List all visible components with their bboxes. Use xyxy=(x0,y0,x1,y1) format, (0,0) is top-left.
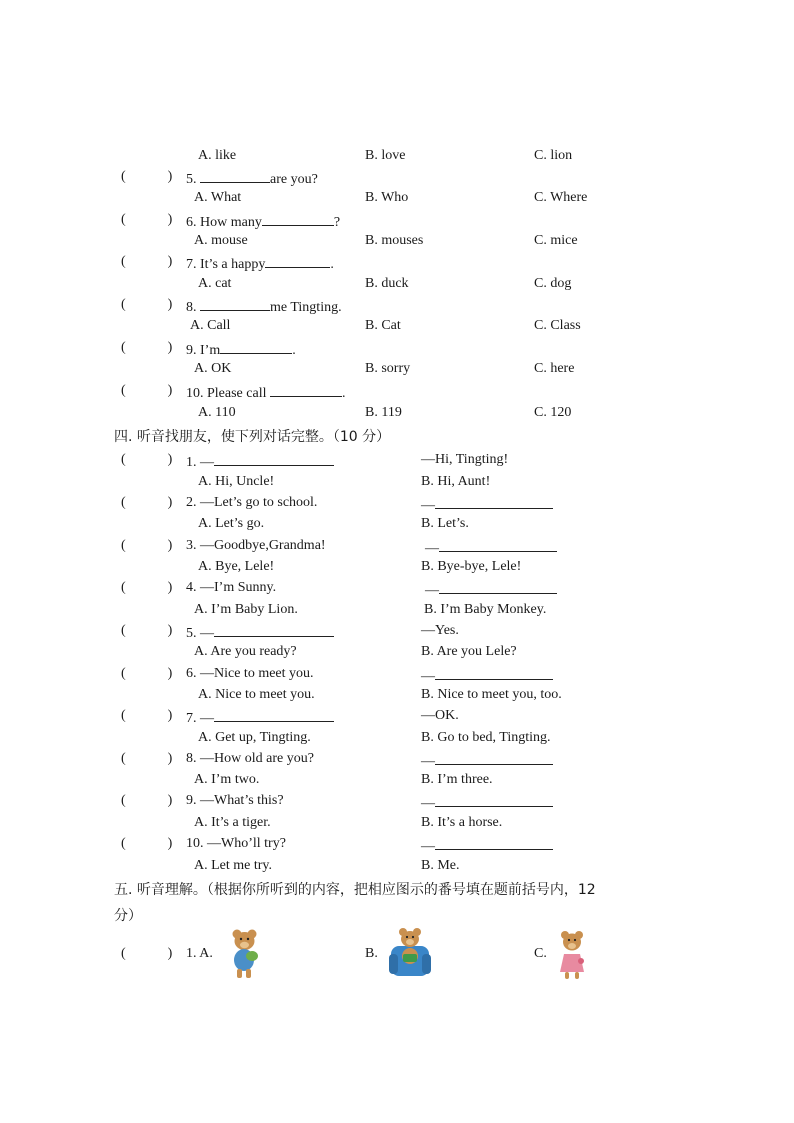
q9-option-a: A. OK xyxy=(194,361,232,376)
s4-q6-question: 6. —Nice to meet you. xyxy=(186,666,314,681)
s5-q1-label-a: 1. A. xyxy=(186,946,213,961)
s4-q6-response: — xyxy=(421,666,553,685)
q8-option-a: A. Call xyxy=(190,318,231,333)
q7-blank[interactable] xyxy=(265,254,330,268)
s4-q5-blank[interactable] xyxy=(214,623,334,637)
s4-q7-option-a: A. Get up, Tingting. xyxy=(198,730,311,745)
q9-option-b: B. sorry xyxy=(365,361,411,376)
q6-question: 6. How many ? xyxy=(186,212,340,231)
s4-q1-response: —Hi, Tingting! xyxy=(421,452,509,467)
s4-q5-response: —Yes. xyxy=(421,623,459,638)
q10-option-c: C. 120 xyxy=(534,405,572,420)
q6-paren: ( ) xyxy=(121,212,173,227)
q7-option-a: A. cat xyxy=(198,276,232,291)
s5-q1-paren: ( ) xyxy=(121,946,173,961)
q10-option-a: A. 110 xyxy=(198,405,236,420)
s4-q10-option-a: A. Let me try. xyxy=(194,858,273,873)
q4-option-c: C. lion xyxy=(534,148,573,163)
s4-q1-option-b: B. Hi, Aunt! xyxy=(421,474,491,489)
section-5-heading-line1: 五. 听音理解。（根据你所听到的内容，把相应图示的番号填在题前括号内，12 xyxy=(114,882,596,898)
q5-paren: ( ) xyxy=(121,169,173,184)
s4-q7-paren: ( ) xyxy=(121,708,173,723)
s4-q2-question: 2. —Let’s go to school. xyxy=(186,495,318,510)
s4-q6-paren: ( ) xyxy=(121,666,173,681)
q7-question: 7. It’s a happy . xyxy=(186,254,334,273)
q8-paren: ( ) xyxy=(121,297,173,312)
q10-option-b: B. 119 xyxy=(365,405,402,420)
q7-option-b: B. duck xyxy=(365,276,409,291)
s4-q5-question: 5. — xyxy=(186,623,334,642)
s4-q5-option-a: A. Are you ready? xyxy=(194,644,297,659)
q8-question: 8. me Tingting. xyxy=(186,297,342,316)
s5-q1-label-c: C. xyxy=(534,946,547,961)
s4-q10-paren: ( ) xyxy=(121,836,173,851)
q6-option-c: C. mice xyxy=(534,233,578,248)
s4-q5-option-b: B. Are you Lele? xyxy=(421,644,517,659)
q8-option-c: C. Class xyxy=(534,318,581,333)
s4-q3-paren: ( ) xyxy=(121,538,173,553)
q8-option-b: B. Cat xyxy=(365,318,401,333)
q10-blank[interactable] xyxy=(270,383,342,397)
s4-q10-blank[interactable] xyxy=(435,836,553,850)
q5-question: 5. are you? xyxy=(186,169,318,188)
q5-option-a: A. What xyxy=(194,190,242,205)
q6-option-a: A. mouse xyxy=(194,233,248,248)
s4-q5-paren: ( ) xyxy=(121,623,173,638)
s4-q8-option-b: B. I’m three. xyxy=(421,772,493,787)
q10-question: 10. Please call . xyxy=(186,383,345,402)
s4-q1-blank[interactable] xyxy=(214,452,334,466)
bear-in-dress-picture xyxy=(556,928,588,980)
s4-q8-question: 8. —How old are you? xyxy=(186,751,314,766)
q5-option-c: C. Where xyxy=(534,190,588,205)
s4-q6-option-a: A. Nice to meet you. xyxy=(198,687,315,702)
s4-q6-option-b: B. Nice to meet you, too. xyxy=(421,687,562,702)
s4-q1-paren: ( ) xyxy=(121,452,173,467)
s4-q9-option-b: B. It’s a horse. xyxy=(421,815,503,830)
q5-option-b: B. Who xyxy=(365,190,409,205)
s4-q4-question: 4. —I’m Sunny. xyxy=(186,580,277,595)
section-5-heading-line2: 分） xyxy=(114,908,142,924)
s4-q2-response: — xyxy=(421,495,553,514)
s4-q3-blank[interactable] xyxy=(439,538,557,552)
s4-q7-response: —OK. xyxy=(421,708,459,723)
q6-option-b: B. mouses xyxy=(365,233,424,248)
s4-q3-option-a: A. Bye, Lele! xyxy=(198,559,275,574)
bear-in-armchair-picture xyxy=(388,926,432,978)
s4-q8-response: — xyxy=(421,751,553,770)
s4-q7-blank[interactable] xyxy=(214,708,334,722)
s4-q9-blank[interactable] xyxy=(435,793,553,807)
s4-q4-option-a: A. I’m Baby Lion. xyxy=(194,602,298,617)
s4-q4-response: — xyxy=(425,580,557,599)
s4-q2-paren: ( ) xyxy=(121,495,173,510)
s4-q9-question: 9. —What’s this? xyxy=(186,793,284,808)
s4-q7-option-b: B. Go to bed, Tingting. xyxy=(421,730,551,745)
q6-blank[interactable] xyxy=(262,212,334,226)
s4-q4-paren: ( ) xyxy=(121,580,173,595)
q7-paren: ( ) xyxy=(121,254,173,269)
q8-blank[interactable] xyxy=(200,297,270,311)
s4-q2-blank[interactable] xyxy=(435,495,553,509)
q9-blank[interactable] xyxy=(220,340,292,354)
q9-paren: ( ) xyxy=(121,340,173,355)
s4-q4-option-b: B. I’m Baby Monkey. xyxy=(424,602,547,617)
s4-q9-response: — xyxy=(421,793,553,812)
bear-with-toy-picture xyxy=(226,926,264,980)
s4-q8-paren: ( ) xyxy=(121,751,173,766)
q9-question: 9. I’m . xyxy=(186,340,296,359)
s4-q4-blank[interactable] xyxy=(439,580,557,594)
q4-option-b: B. love xyxy=(365,148,406,163)
s4-q1-question: 1. — xyxy=(186,452,334,471)
s4-q9-paren: ( ) xyxy=(121,793,173,808)
q10-paren: ( ) xyxy=(121,383,173,398)
section-4-heading: 四. 听音找朋友，使下列对话完整。（10 分） xyxy=(114,429,391,445)
q5-blank[interactable] xyxy=(200,169,270,183)
s4-q2-option-b: B. Let’s. xyxy=(421,516,469,531)
s4-q6-blank[interactable] xyxy=(435,666,553,680)
s4-q1-option-a: A. Hi, Uncle! xyxy=(198,474,275,489)
s4-q2-option-a: A. Let’s go. xyxy=(198,516,265,531)
s4-q10-question: 10. —Who’ll try? xyxy=(186,836,286,851)
q7-option-c: C. dog xyxy=(534,276,572,291)
s4-q8-option-a: A. I’m two. xyxy=(194,772,260,787)
s4-q3-option-b: B. Bye-bye, Lele! xyxy=(421,559,522,574)
s4-q10-response: — xyxy=(421,836,553,855)
s4-q7-question: 7. — xyxy=(186,708,334,727)
s4-q3-response: — xyxy=(425,538,557,557)
s4-q3-question: 3. —Goodbye,Grandma! xyxy=(186,538,326,553)
s5-q1-label-b: B. xyxy=(365,946,378,961)
s4-q8-blank[interactable] xyxy=(435,751,553,765)
s4-q10-option-b: B. Me. xyxy=(421,858,460,873)
q4-option-a: A. like xyxy=(198,148,237,163)
q9-option-c: C. here xyxy=(534,361,575,376)
s4-q9-option-a: A. It’s a tiger. xyxy=(194,815,271,830)
